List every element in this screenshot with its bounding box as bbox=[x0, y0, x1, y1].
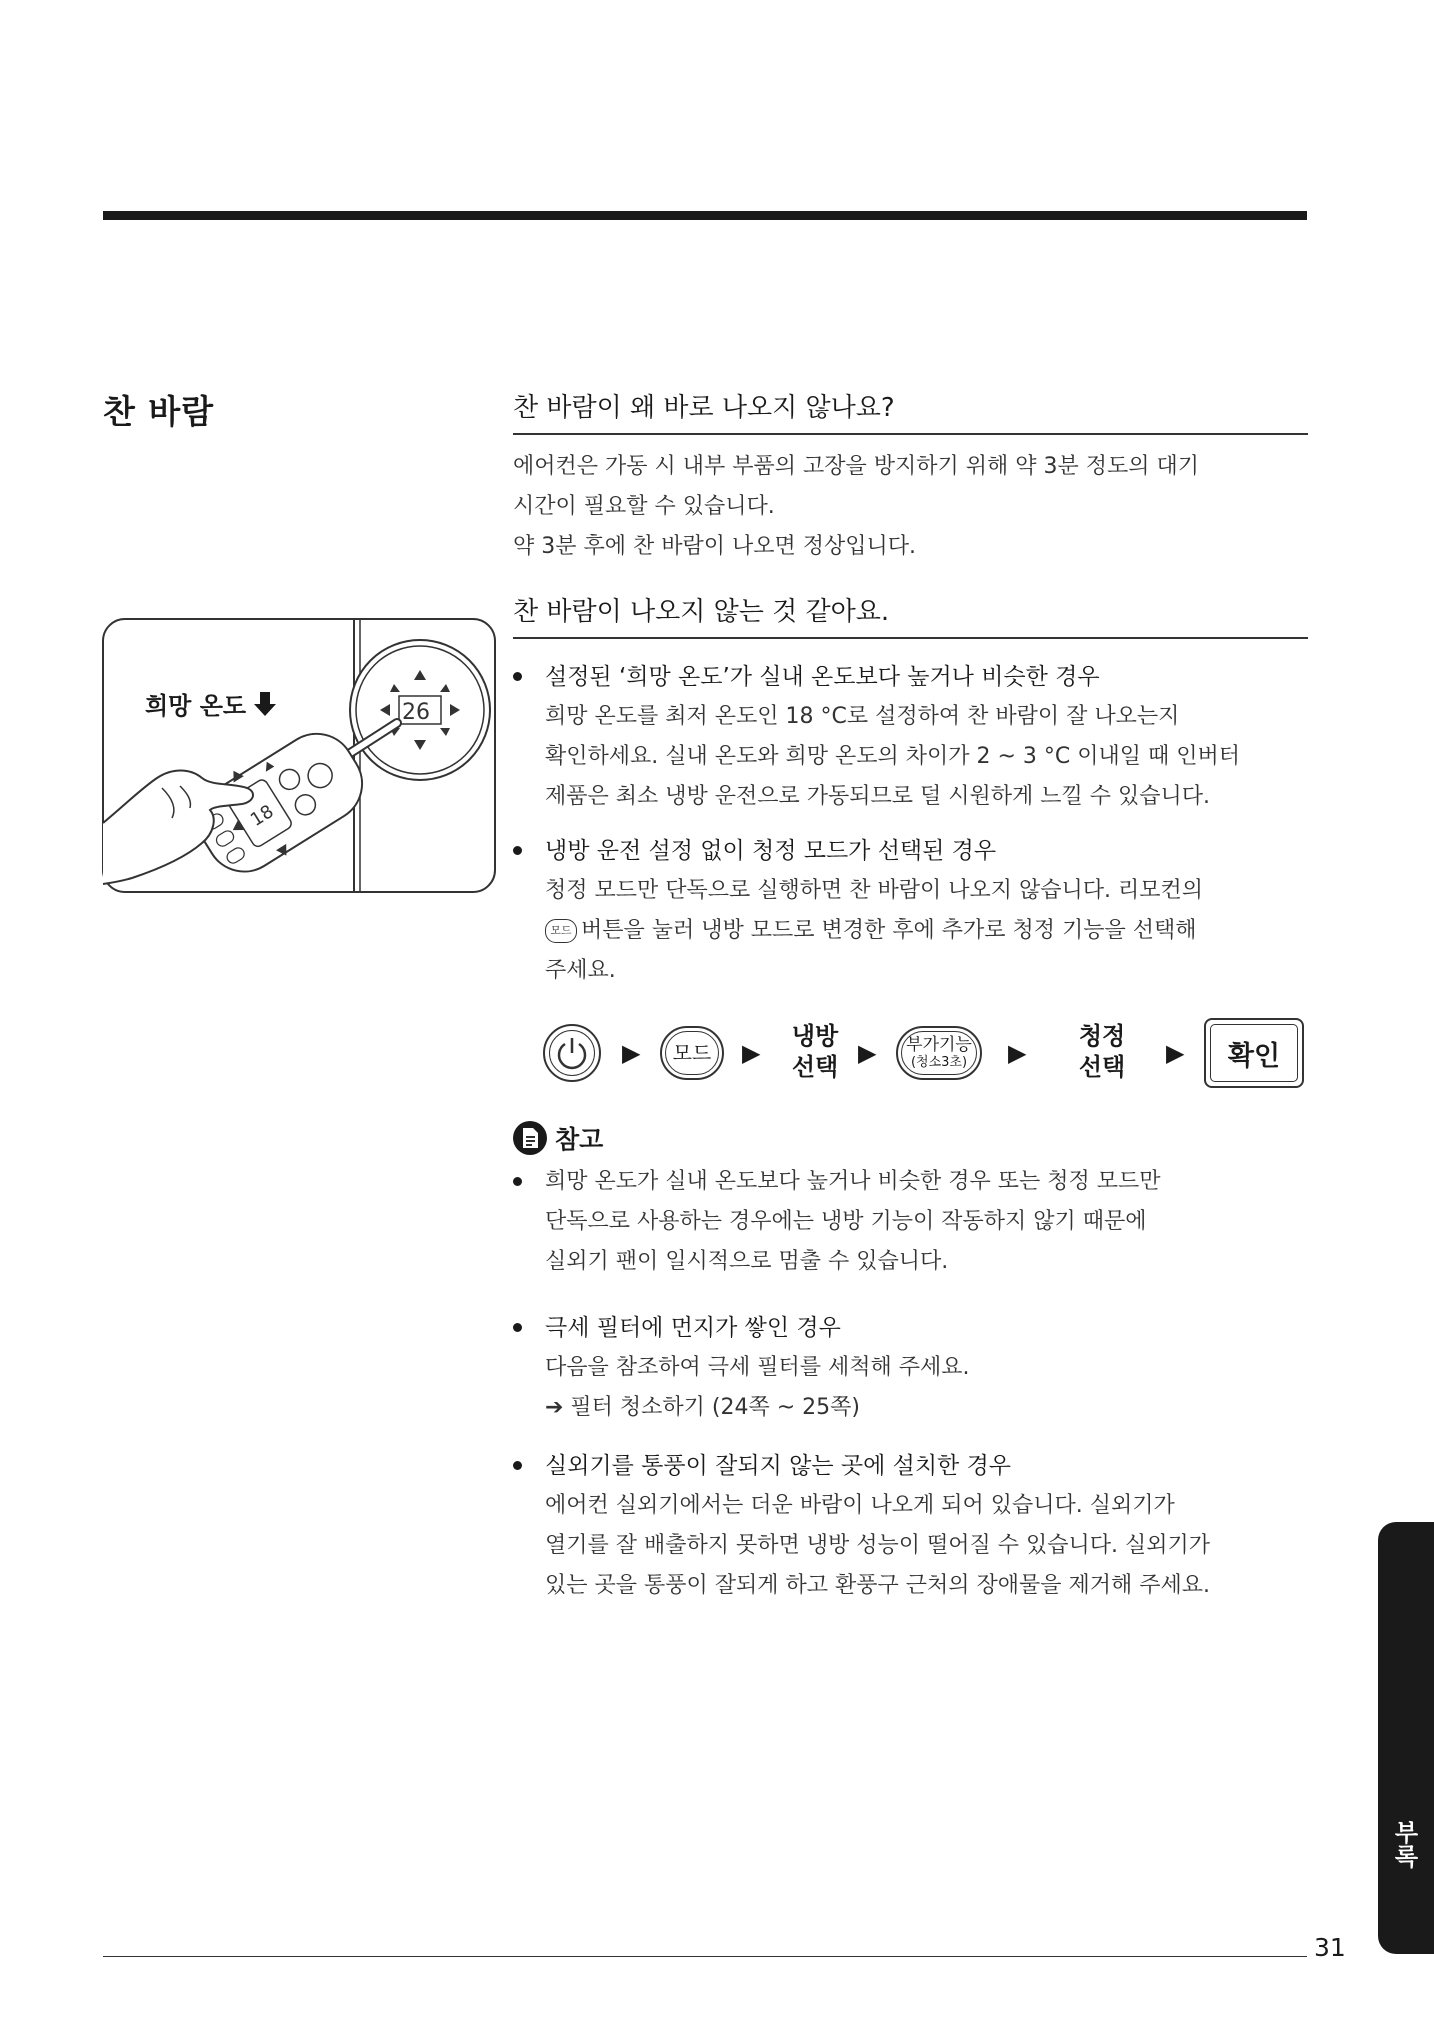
mode-button-icon: 모드 bbox=[545, 919, 577, 943]
extra-function-subtext: (청소3초) bbox=[910, 1055, 968, 1070]
bottom-rule bbox=[103, 1956, 1307, 1957]
extra-function-button[interactable] bbox=[896, 1026, 982, 1080]
question-1-answer bbox=[513, 447, 1308, 567]
note-line: 단독으로 사용하는 경우에는 냉방 기능이 작동하지 않기 때문에 bbox=[545, 1209, 1147, 1234]
flow-arrow: ▶ bbox=[858, 1039, 877, 1067]
question-2-title: 찬 바람이 나오지 않는 것 같아요. bbox=[513, 591, 1308, 639]
extra-function-text: 부가기능 bbox=[906, 1035, 972, 1055]
body-line: 주세요. bbox=[545, 958, 616, 983]
question-1-title: 찬 바람이 왜 바로 나오지 않나요? bbox=[513, 387, 1308, 435]
bullet-dot bbox=[513, 1177, 522, 1186]
step-line: 청정 bbox=[1078, 1022, 1126, 1050]
body-line: 있는 곳을 통풍이 잘되게 하고 환풍구 근처의 장애물을 제거해 주세요. bbox=[545, 1573, 1210, 1598]
additional-causes bbox=[513, 1308, 1308, 1606]
power-icon bbox=[543, 1024, 601, 1082]
confirm-label: 확인 bbox=[1227, 1040, 1281, 1072]
bullet-body bbox=[545, 871, 1308, 991]
bullet-dot bbox=[513, 1461, 522, 1470]
list-item bbox=[513, 1446, 1308, 1606]
list-item bbox=[513, 657, 1308, 817]
page-number: 31 bbox=[1314, 1933, 1346, 1962]
bullet-heading: 설정된 ‘희망 온도’가 실내 온도보다 높거나 비슷한 경우 bbox=[545, 664, 1100, 690]
answer-line: 약 3분 후에 찬 바람이 나오면 정상입니다. bbox=[513, 534, 916, 559]
mode-button-label: 모드 bbox=[672, 1041, 712, 1065]
bullet-dot bbox=[513, 672, 522, 681]
body-line: 확인하세요. 실내 온도와 희망 온도의 차이가 2 ~ 3 °C 이내일 때 인버터 bbox=[545, 744, 1241, 769]
power-button[interactable] bbox=[543, 1024, 601, 1082]
body-line: 다음을 참조하여 극세 필터를 세척해 주세요. bbox=[545, 1355, 970, 1380]
answer-line: 에어컨은 가동 시 내부 부품의 고장을 방지하기 위해 약 3분 정도의 대기 bbox=[513, 454, 1199, 479]
note-line: 희망 온도가 실내 온도보다 높거나 비슷한 경우 또는 청정 모드만 bbox=[545, 1169, 1161, 1194]
flow-arrow: ▶ bbox=[1008, 1039, 1027, 1067]
bullet-body bbox=[545, 1486, 1308, 1606]
step-clean-select bbox=[1072, 1021, 1132, 1083]
question-1 bbox=[513, 387, 1308, 567]
note-body bbox=[513, 1162, 1308, 1282]
bullet-heading: 극세 필터에 먼지가 쌓인 경우 bbox=[545, 1315, 841, 1341]
illustration-label bbox=[145, 686, 276, 721]
step-line: 선택 bbox=[791, 1053, 839, 1081]
bullet-heading: 실외기를 통풍이 잘되지 않는 곳에 설치한 경우 bbox=[545, 1453, 1012, 1479]
mode-button[interactable] bbox=[660, 1026, 724, 1080]
body-line bbox=[545, 911, 1308, 951]
remote-illustration bbox=[102, 618, 496, 893]
step-line: 냉방 bbox=[791, 1022, 839, 1050]
body-line: 에어컨 실외기에서는 더운 바람이 나오게 되어 있습니다. 실외기가 bbox=[545, 1493, 1175, 1518]
note-heading bbox=[513, 1120, 603, 1156]
flow-arrow: ▶ bbox=[742, 1039, 761, 1067]
illustration-label-text: 희망 온도 bbox=[145, 692, 247, 720]
top-rule bbox=[103, 211, 1307, 220]
step-line: 선택 bbox=[1078, 1053, 1126, 1081]
section-title: 찬 바람 bbox=[103, 392, 215, 431]
list-item bbox=[513, 1162, 1308, 1282]
body-line: 제품은 최소 냉방 운전으로 가동되므로 덜 시원하게 느낄 수 있습니다. bbox=[545, 784, 1210, 809]
step-cool-select bbox=[785, 1021, 845, 1083]
body-line-text: 버튼을 눌러 냉방 모드로 변경한 후에 추가로 청정 기능을 선택해 bbox=[581, 918, 1197, 943]
display-temp: 26 bbox=[402, 700, 430, 725]
body-line: 희망 온도를 최저 온도인 18 °C로 설정하여 찬 바람이 잘 나오는지 bbox=[545, 704, 1180, 729]
note-text bbox=[545, 1162, 1308, 1282]
confirm-button[interactable] bbox=[1204, 1018, 1304, 1088]
appendix-tab-label: 부록 bbox=[1390, 1820, 1418, 1868]
bullet-dot bbox=[513, 1323, 522, 1332]
filter-cleaning-link[interactable]: ➔ 필터 청소하기 (24쪽 ~ 25쪽) bbox=[545, 1395, 861, 1420]
down-arrow-icon bbox=[254, 692, 276, 716]
button-flow bbox=[540, 1017, 1305, 1089]
body-line: 청정 모드만 단독으로 실행하면 찬 바람이 나오지 않습니다. 리모컨의 bbox=[545, 878, 1203, 903]
answer-line: 시간이 필요할 수 있습니다. bbox=[513, 494, 775, 519]
note-icon bbox=[513, 1121, 547, 1155]
note-title: 참고 bbox=[555, 1125, 604, 1154]
question-2 bbox=[513, 591, 1308, 991]
list-item bbox=[513, 831, 1308, 991]
body-line: 열기를 잘 배출하지 못하면 냉방 성능이 떨어질 수 있습니다. 실외기가 bbox=[545, 1533, 1210, 1558]
bullet-heading: 냉방 운전 설정 없이 청정 모드가 선택된 경우 bbox=[545, 838, 997, 864]
note-line: 실외기 팬이 일시적으로 멈출 수 있습니다. bbox=[545, 1249, 949, 1274]
bullet-dot bbox=[513, 846, 522, 855]
flow-arrow: ▶ bbox=[622, 1039, 641, 1067]
list-item bbox=[513, 1308, 1308, 1428]
extra-function-label bbox=[906, 1034, 972, 1072]
svg-text:18: 18 bbox=[246, 800, 278, 831]
appendix-tab[interactable] bbox=[1378, 1522, 1434, 1954]
flow-arrow: ▶ bbox=[1166, 1039, 1185, 1067]
bullet-body bbox=[545, 697, 1308, 817]
bullet-body bbox=[545, 1348, 1308, 1428]
